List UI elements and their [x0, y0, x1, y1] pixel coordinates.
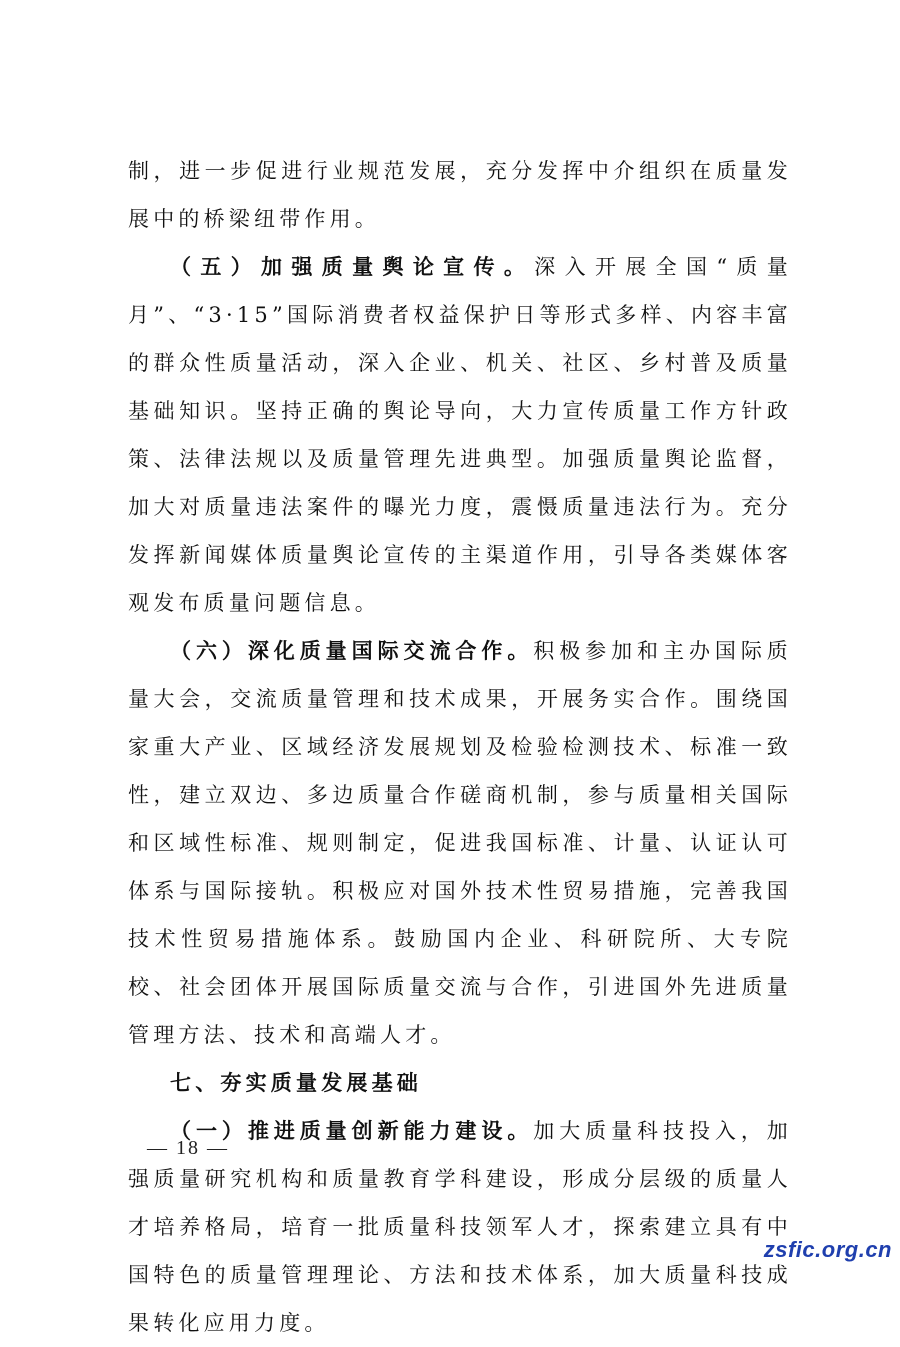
paragraph-publicity-lead: （五）加强质量舆论宣传。	[170, 255, 535, 279]
paragraph-international-cooperation-lead: （六）深化质量国际交流合作。	[170, 639, 534, 663]
paragraph-publicity	[128, 243, 792, 627]
paragraph-innovation-capacity-text: 加大质量科技投入，加强质量研究机构和质量教育学科建设，形成分层级的质量人才培养格局，培育一批质量科技领军人才，探索建立具有中国特色的质量管理理论、方法和技术体系，加大质量科技成果转化应用力度。	[128, 1119, 792, 1335]
paragraph-international-cooperation	[128, 627, 792, 1059]
paragraph-international-cooperation-text: 积极参加和主办国际质量大会，交流质量管理和技术成果，开展务实合作。围绕国家重大产业、区域经济发展规划及检验检测技术、标准一致性，建立双边、多边质量合作磋商机制，参与质量相关国际和区域性标准、规则制定，促进我国标准、计量、认证认可体系与国际接轨。积极应对国外技术性贸易措施，完善我国技术性贸易措施体系。鼓励国内企业、科研院所、大专院校、社会团体开展国际质量交流与合作，引进国外先进质量管理方法、技术和高端人才。	[128, 639, 792, 1047]
paragraph-publicity-text: 深入开展全国“质量月”、“3·15”国际消费者权益保护日等形式多样、内容丰富的群众性质量活动，深入企业、机关、社区、乡村普及质量基础知识。坚持正确的舆论导向，大力宣传质量工作方针政策、法律法规以及质量管理先进典型。加强质量舆论监督，加大对质量违法案件的曝光力度，震慑质量违法行为。充分发挥新闻媒体质量舆论宣传的主渠道作用，引导各类媒体客观发布质量问题信息。	[128, 255, 792, 615]
continuation-paragraph: 制，进一步促进行业规范发展，充分发挥中介组织在质量发展中的桥梁纽带作用。	[128, 159, 792, 231]
document-body	[128, 147, 792, 1347]
section-heading-seven: 七、夯实质量发展基础	[170, 1071, 422, 1095]
page-number: — 18 —	[147, 1137, 229, 1159]
paragraph-innovation-capacity-lead: （一）推进质量创新能力建设。	[170, 1119, 534, 1143]
site-watermark: zsfic.org.cn	[763, 1237, 892, 1262]
